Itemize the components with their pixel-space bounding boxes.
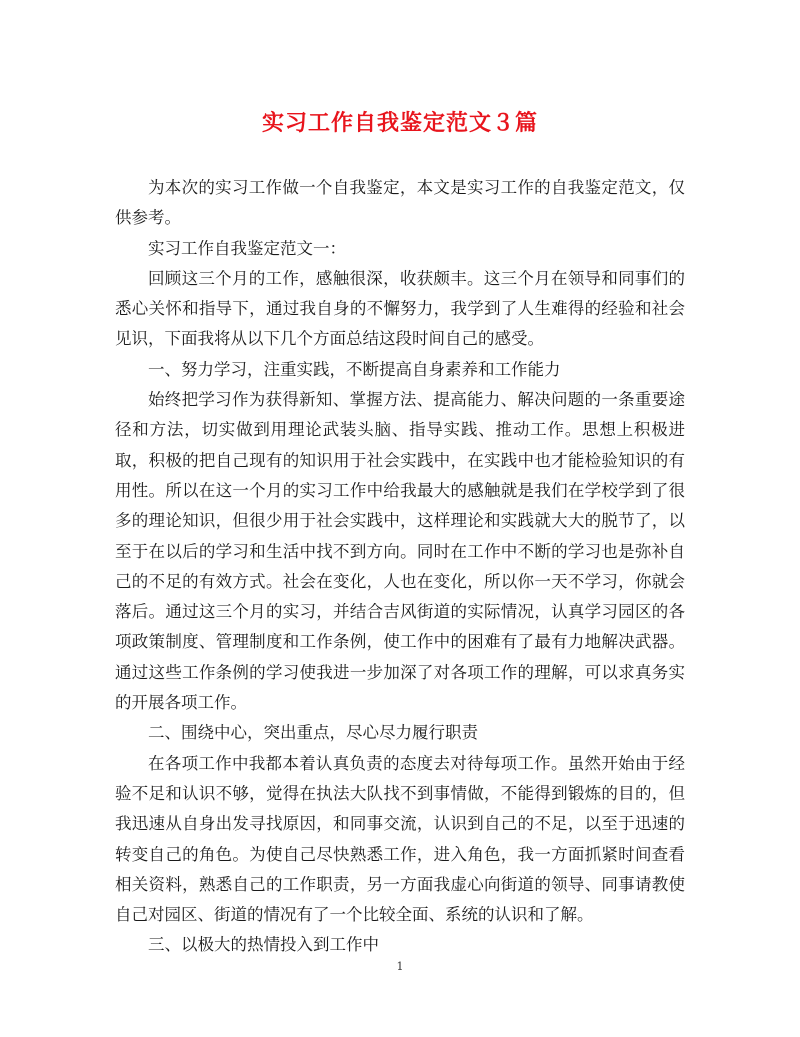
page-number: 1 (396, 960, 404, 973)
document-body (115, 173, 685, 961)
section-heading-three: 三、以极大的热情投入到工作中 (148, 935, 379, 955)
section-heading-one: 一、努力学习，注重实践，不断提高自身素养和工作能力 (148, 359, 561, 379)
review-paragraph: 回顾这三个月的工作，感触很深，收获颇丰。这三个月在领导和同事们的悉心关怀和指导下，通过我自身的不懈努力，我学到了人生难得的经验和社会见识，下面我将从以下几个方面总结这段时间自己的感受。 (115, 268, 685, 349)
document-title: 实习工作自我鉴定范文３篇 (261, 110, 538, 136)
section-heading-sample-one: 实习工作自我鉴定范文一： (148, 238, 346, 258)
study-paragraph: 始终把学习作为获得新知、掌握方法、提高能力、解决问题的一条重要途径和方法，切实做到用理论武装头脑、指导实践、推动工作。思想上积极进取，积极的把自己现有的知识用于社会实践中，在实践中也才能检验知识的有用性。所以在这一个月的实习工作中给我最大的感触就是我们在学校学到了很多的理论知识，但很少用于社会实践中，这样理论和实践就大大的脱节了，以至于在以后的学习和生活中找不到方向。同时在工作中不断的学习也是弥补自己的不足的有效方式。社会在变化，人也在变化，所以你一天不学习，你就会落后。通过这三个月的实习，并结合吉风街道的实际情况，认真学习园区的各项政策制度、管理制度和工作条例，使工作中的困难有了最有力地解决武器。通过这些工作条例的学习使我进一步加深了对各项工作的理解，可以求真务实的开展各项工作。 (115, 390, 685, 713)
duties-paragraph: 在各项工作中我都本着认真负责的态度去对待每项工作。虽然开始由于经验不足和认识不够，觉得在执法大队找不到事情做，不能得到锻炼的目的，但我迅速从自身出发寻找原因，和同事交流，认识到自己的不足，以至于迅速的转变自己的角色。为使自己尽快熟悉工作，进入角色，我一方面抓紧时间查看相关资料，熟悉自己的工作职责，另一方面我虚心向街道的领导、同事请教使自己对园区、街道的情况有了一个比较全面、系统的认识和了解。 (115, 753, 685, 925)
section-heading-two: 二、围绕中心，突出重点，尽心尽力履行职责 (148, 723, 478, 743)
intro-paragraph: 为本次的实习工作做一个自我鉴定，本文是实习工作的自我鉴定范文，仅供参考。 (115, 178, 685, 228)
